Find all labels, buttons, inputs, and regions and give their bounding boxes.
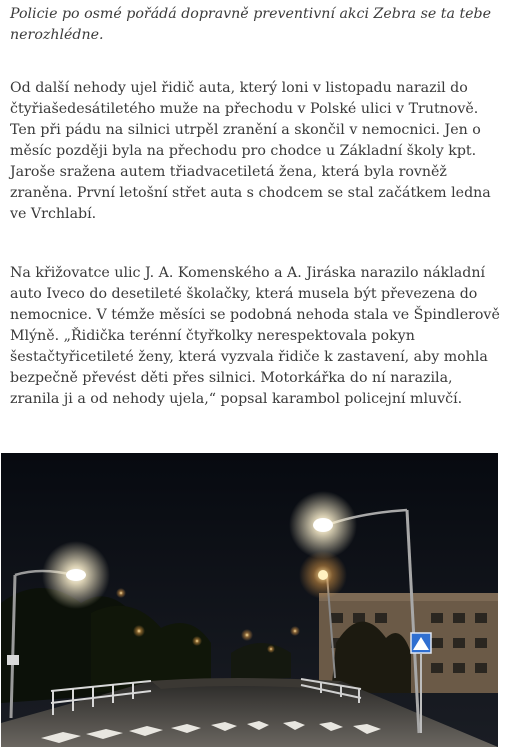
article-lead: Policie po osmé pořádá dopravně preventivní akci Zebra se ta tebe nerozhlédne.: [10, 6, 492, 43]
article-paragraph: Od další nehody ujel řidič auta, který loni v listopadu narazil do čtyřiašedesátiletého muže na přechodu v Polské ulici v Trutnově. Ten při pádu na silnici utrpěl zranění a skončil v nemocnici. Jen o měsíc později byla na přechodu pro chodce u Základní školy kpt. Jaroše sražena autem třiadvacetiletá žena, která byla rovněž zraněna. První letošní střet auta s chodcem se stal začátkem ledna ve Vrchlabí.: [10, 80, 491, 222]
article-body: [10, 0, 505, 407]
article-photo-night-crosswalk: [1, 453, 498, 747]
article-paragraph: Na křižovatce ulic J. A. Komenského a A. Jiráska narazilo nákladní auto Iveco do desetileté školačky, která musela být převezena do nemocnice. V témže měsíci se podobná nehoda stala ve Špindlerově Mlýně. „Řidička terénní čtyřkolky nerespektovala pokyn šestačtyřicetileté ženy, která vyzvala řidiče k zastavení, aby mohla bezpečně převést děti přes silnici. Motorkářka do ní narazila, zranila ji a od nehody ujela,“ popsal karambol policejní mluvčí.: [10, 265, 500, 407]
